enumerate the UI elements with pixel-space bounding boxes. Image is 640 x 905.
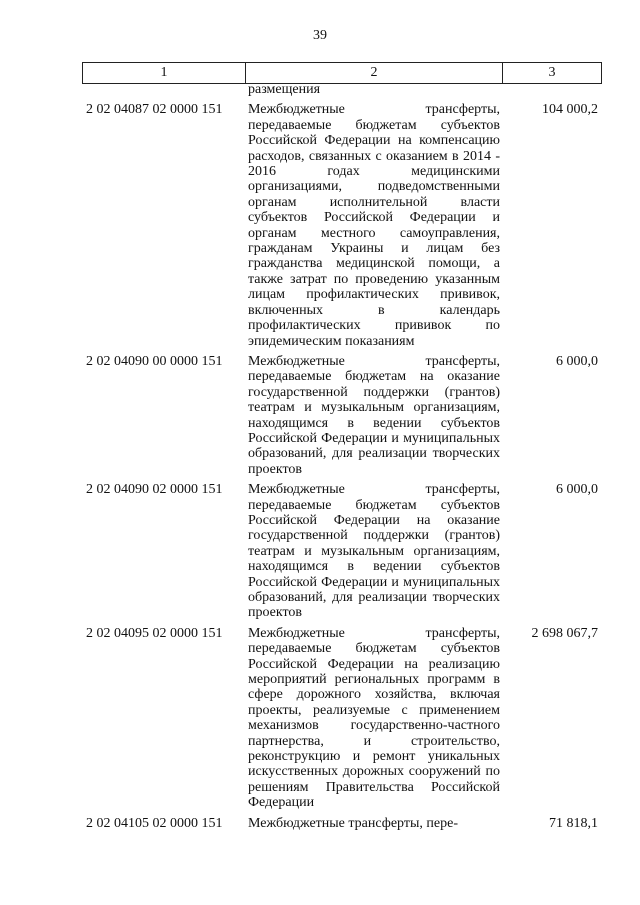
budget-amount: 71 818,1 [549,815,598,831]
table-row [82,626,602,811]
budget-amount: 104 000,2 [542,102,598,118]
budget-amount: 6 000,0 [556,353,598,369]
budget-code: 2 02 04087 02 0000 151 [86,102,223,118]
budget-description: Межбюджетные трансферты, передаваемые бюджетам субъектов Российской Федерации на оказание государственной поддержки (грантов) театрам и музыкальным организациям, находящимся в ведении субъектов Российской Федерации и муниципальных образований, для реализации творческих проектов [248,482,500,621]
budget-code: 2 02 04095 02 0000 151 [86,625,223,641]
header-col-1: 1 [83,63,246,83]
header-col-3: 3 [548,65,556,80]
budget-table [82,62,602,831]
budget-description: Межбюджетные трансферты, передаваемые бюджетам субъектов Российской Федерации на компенсацию расходов, связанных с оказанием в 2014 - 2016 годах медицинскими организациями, подведомственными органам исполнительной власти субъектов Российской Федерации и органам местного самоуправления, гражданам Украины и лицам без гражданства медицинской помощи, а также затрат по проведению указанным лицам профилактических прививок, включенных в календарь профилактических прививок по эпидемическим показаниям [248,102,500,349]
budget-description: Межбюджетные трансферты, пере- [248,815,458,831]
budget-code: 2 02 04105 02 0000 151 [86,815,223,831]
table-row [82,482,602,621]
continuation-text: размещения [248,82,321,97]
table-header [82,62,602,84]
table-row [82,816,602,831]
budget-description: Межбюджетные трансферты, передаваемые бюджетам субъектов Российской Федерации на реализацию мероприятий региональных программ в сфере дорожного хозяйства, включая проекты, реализуемые с применением механизмов государственно-частного партнерства, и строительство, реконструкцию и ремонт уникальных искусственных дорожных сооружений по решениям Правительства Российской Федерации [248,625,500,811]
header-col-2: 2 [246,63,503,83]
budget-amount: 2 698 067,7 [531,625,598,641]
table-row [82,354,602,477]
budget-code: 2 02 04090 00 0000 151 [86,353,223,369]
budget-amount: 6 000,0 [556,482,598,498]
budget-description: Межбюджетные трансферты, передаваемые бюджетам на оказание государственной поддержки (грантов) театрам и музыкальным организациям, находящимся в ведении субъектов Российской Федерации и муниципальных образований, для реализации творческих проектов [248,353,500,477]
budget-code: 2 02 04090 02 0000 151 [86,482,223,498]
page-number: 39 [313,28,327,43]
table-row [82,102,602,349]
